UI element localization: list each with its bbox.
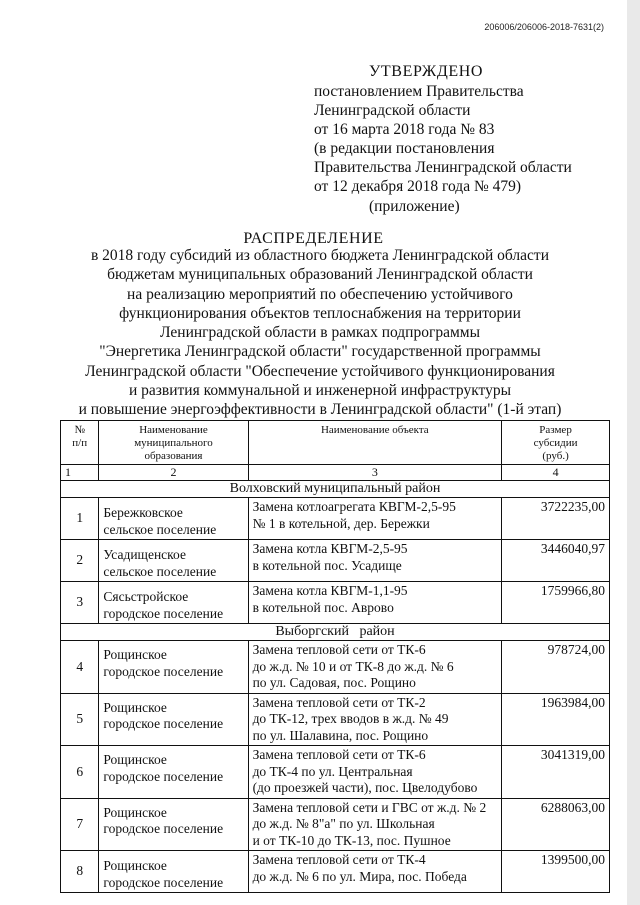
row-municipality: Бережковское сельское поселение <box>99 498 248 540</box>
approval-block <box>314 62 572 216</box>
table-row <box>61 641 610 694</box>
row-num: 2 <box>61 540 99 582</box>
row-amount: 3041319,00 <box>502 746 610 799</box>
row-amount: 1399500,00 <box>502 851 610 893</box>
row-amount: 3722235,00 <box>502 498 610 540</box>
table-row <box>61 540 610 582</box>
subsidy-table <box>60 420 610 893</box>
subtitle-line: и повышение энергоэффективности в Ленинградской области" (1-й этап) <box>78 401 562 419</box>
subtitle-line: и развития коммунальной и инженерной инфраструктуры <box>129 382 511 400</box>
row-municipality: Усадищенское сельское поселение <box>99 540 248 582</box>
header-municipality: Наименование муниципального образования <box>99 421 248 465</box>
row-num: 1 <box>61 498 99 540</box>
subtitle-line: "Энергетика Ленинградской области" государственной программы <box>99 343 541 361</box>
subtitle-line: в 2018 году субсидий из областного бюджета Ленинградской области <box>90 247 549 264</box>
subtitle-line: Ленинградской области "Обеспечение устойчивого функционирования <box>85 362 555 380</box>
row-num: 5 <box>61 693 99 746</box>
row-municipality: Рощинское городское поселение <box>99 641 248 694</box>
approval-line: (в редакции постановления <box>314 140 495 157</box>
table-row <box>61 582 610 624</box>
table-row <box>61 851 610 893</box>
row-amount: 3446040,97 <box>502 540 610 582</box>
row-object: Замена тепловой сети от ТК-6 до ТК-4 по ул. Центральная (до проезжей части), пос. Цвелодубово <box>248 746 502 799</box>
subtitle-line: функционирования объектов теплоснабжения на территории <box>119 304 521 322</box>
row-amount: 978724,00 <box>502 641 610 694</box>
row-num: 3 <box>61 582 99 624</box>
approval-line: от 12 декабря 2018 года № 479) <box>314 178 522 195</box>
district-name: Волховский муниципальный район <box>61 481 610 498</box>
approval-annex: (приложение) <box>369 198 460 215</box>
column-index: 2 <box>99 465 248 481</box>
row-municipality: Рощинское городское поселение <box>99 851 248 893</box>
row-amount: 1963984,00 <box>502 693 610 746</box>
column-index-row <box>61 465 610 481</box>
row-num: 4 <box>61 641 99 694</box>
row-num: 7 <box>61 798 99 851</box>
row-object: Замена тепловой сети от ТК-4 до ж.д. № 6 по ул. Мира, пос. Победа <box>248 851 502 893</box>
subtitle-line: Ленинградской области в рамках подпрограммы <box>159 324 480 342</box>
row-municipality: Рощинское городское поселение <box>99 798 248 851</box>
district-name: Выборгский район <box>61 624 610 641</box>
column-index: 4 <box>502 465 610 481</box>
approval-line: Ленинградской области <box>314 102 471 119</box>
page-edge <box>627 0 640 905</box>
row-object: Замена тепловой сети и ГВС от ж.д. № 2 до ж.д. № 8"а" по ул. Школьная и от ТК-10 до ТК-13, пос. Пушное <box>248 798 502 851</box>
district-row <box>61 624 610 641</box>
row-num: 6 <box>61 746 99 799</box>
row-object: Замена тепловой сети от ТК-2 до ТК-12, трех вводов в ж.д. № 49 по ул. Шалавина, пос. Рощино <box>248 693 502 746</box>
district-row <box>61 481 610 498</box>
subtitle-line: на реализацию мероприятий по обеспечению устойчивого <box>127 285 513 303</box>
row-municipality: Сясьстройское городское поселение <box>99 582 248 624</box>
approval-line: постановлением Правительства <box>314 83 524 100</box>
row-object: Замена тепловой сети от ТК-6 до ж.д. № 10 и от ТК-8 до ж.д. № 6 по ул. Садовая, пос. Рощино <box>248 641 502 694</box>
header-amount: Размер субсидии (руб.) <box>502 421 610 465</box>
row-amount: 1759966,80 <box>502 582 610 624</box>
row-object: Замена котла КВГМ-2,5-95 в котельной пос. Усадище <box>248 540 502 582</box>
column-index: 3 <box>248 465 502 481</box>
approval-title: УТВЕРЖДЕНО <box>369 63 484 80</box>
table-row <box>61 498 610 540</box>
row-num: 8 <box>61 851 99 893</box>
document-title: РАСПРЕДЕЛЕНИЕ <box>243 230 384 247</box>
row-amount: 6288063,00 <box>502 798 610 851</box>
table-row <box>61 746 610 799</box>
header-num: № п/п <box>61 421 99 465</box>
table-header-row <box>61 421 610 465</box>
row-object: Замена котлоагрегата КВГМ-2,5-95 № 1 в котельной, дер. Бережки <box>248 498 502 540</box>
approval-line: Правительства Ленинградской области <box>314 159 572 176</box>
document-id: 206006/206006-2018-7631(2) <box>484 22 604 32</box>
header-object: Наименование объекта <box>248 421 502 465</box>
approval-line: от 16 марта 2018 года № 83 <box>314 121 495 138</box>
row-object: Замена котла КВГМ-1,1-95 в котельной пос. Аврово <box>248 582 502 624</box>
row-municipality: Рощинское городское поселение <box>99 693 248 746</box>
document-subtitle <box>40 246 600 420</box>
row-municipality: Рощинское городское поселение <box>99 746 248 799</box>
column-index: 1 <box>61 465 99 481</box>
table-row <box>61 693 610 746</box>
subtitle-line: бюджетам муниципальных образований Ленинградской области <box>107 266 533 284</box>
table-row <box>61 798 610 851</box>
